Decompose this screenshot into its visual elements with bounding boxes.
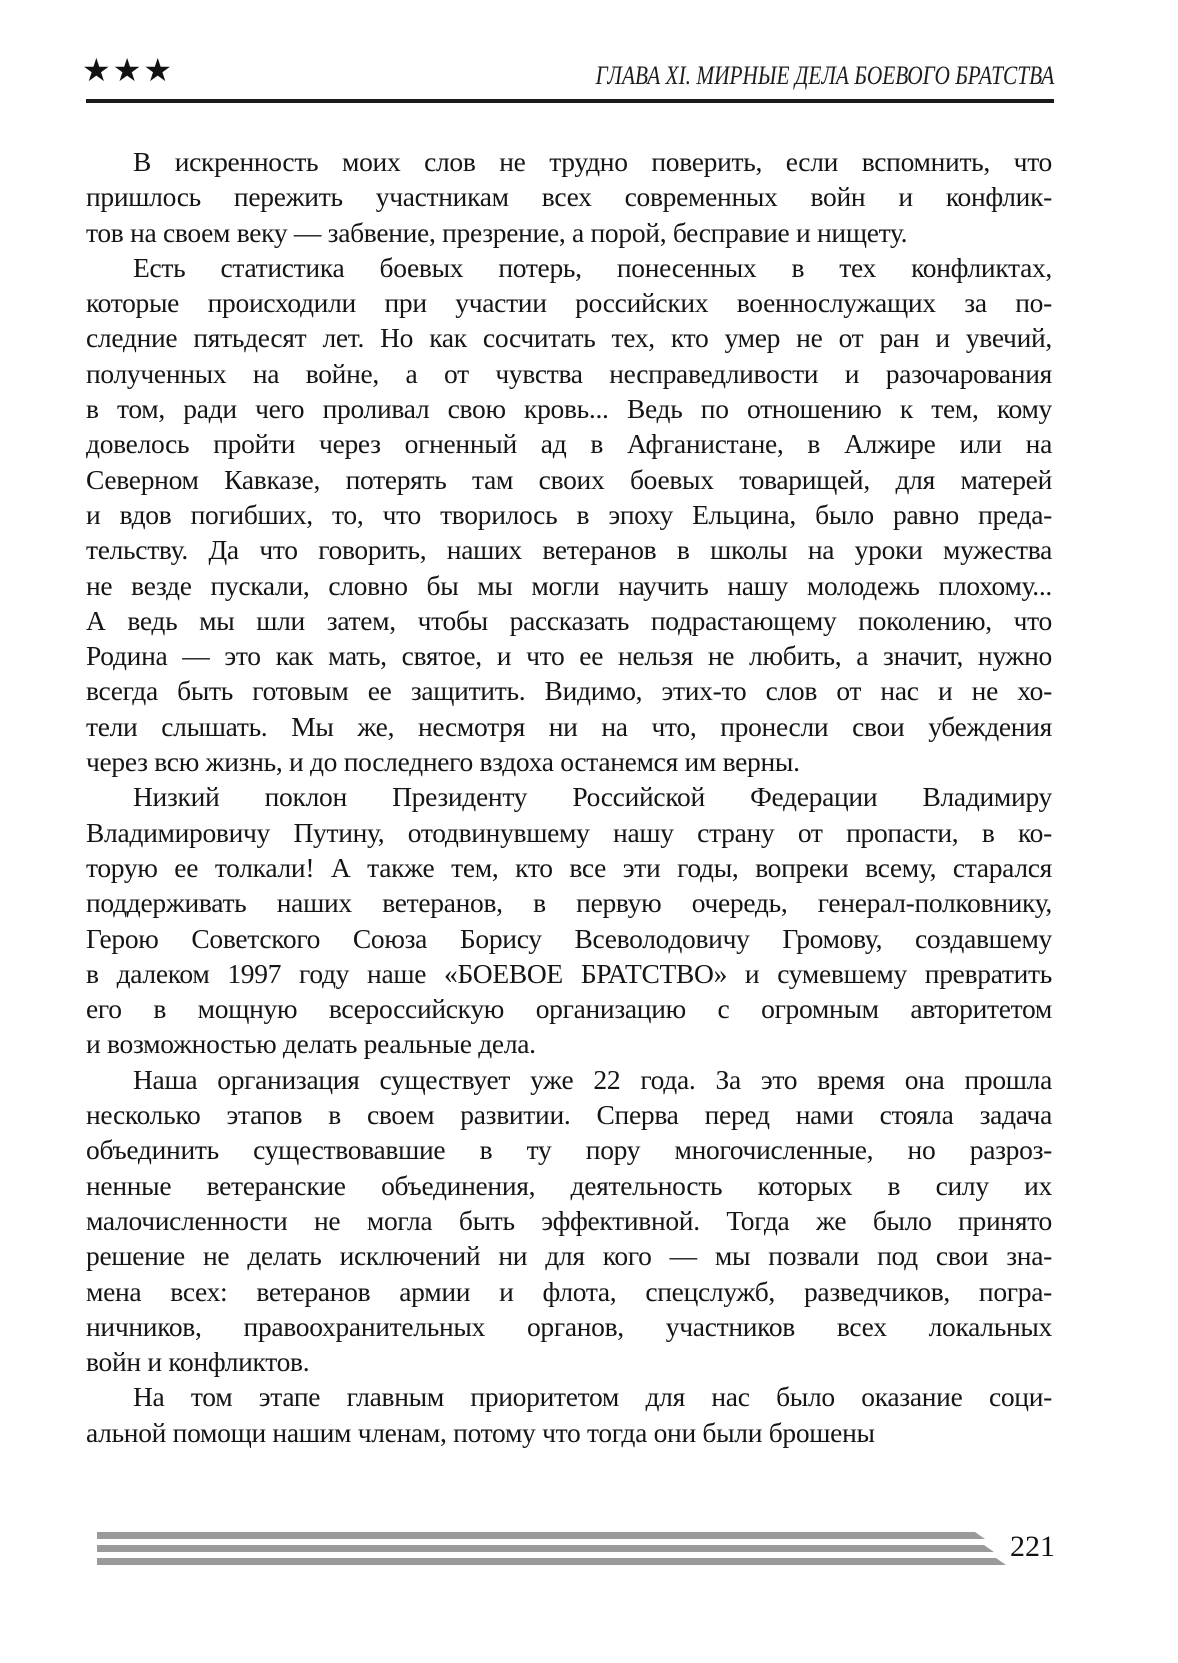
text-line: и вдов погибших, то, что творилось в эпоху Ельцина, было равно преда- — [86, 498, 1052, 530]
text-line: Наша организация существует уже 22 года. За это время она прошла — [133, 1063, 1052, 1095]
text-line: А ведь мы шли затем, чтобы рассказать подрастающему поколению, что — [86, 604, 1052, 636]
text-line: несколько этапов в своем развитии. Сперва перед нами стояла задача — [86, 1099, 1052, 1131]
text-line: Герою Советского Союза Борису Всеволодовичу Громову, создавшему — [86, 922, 1052, 954]
text-line: всегда быть готовым ее защитить. Видимо, этих-то слов от нас и не хо- — [86, 675, 1052, 707]
text-line: мена всех: ветеранов армии и флота, спецслужб, разведчиков, погра- — [86, 1275, 1052, 1307]
decoration-bar — [97, 1532, 985, 1539]
text-line: тов на своем веку — забвение, презрение, а порой, бесправие и нищету. — [86, 216, 908, 248]
text-line: следние пятьдесят лет. Но как сосчитать тех, кто умер не от ран и увечий, — [86, 322, 1052, 354]
paragraph — [86, 144, 1052, 250]
text-line: и возможностью делать реальные дела. — [86, 1028, 536, 1060]
text-line: не везде пускали, словно бы мы могли научить нашу молодежь плохому... — [86, 569, 1052, 601]
text-line: полученных на войне, а от чувства несправедливости и разочарования — [86, 357, 1052, 389]
paragraph — [86, 250, 1052, 779]
text-line: Северном Кавказе, потерять там своих боевых товарищей, для матерей — [86, 463, 1052, 495]
text-line: его в мощную всероссийскую организацию с огромным авторитетом — [86, 993, 1052, 1025]
text-line: малочисленности не могла быть эффективной. Тогда же было принято — [86, 1204, 1052, 1236]
text-line: Есть статистика боевых потерь, понесенных в тех конфликтах, — [133, 251, 1052, 283]
text-line: ничников, правоохранительных органов, участников всех локальных — [86, 1310, 1052, 1342]
text-line: Владимировичу Путину, отодвинувшему нашу страну от пропасти, в ко- — [86, 816, 1052, 848]
text-line: торую ее толкали! А также тем, кто все эти годы, вопреки всему, старался — [86, 851, 1052, 883]
text-line: войн и конфликтов. — [86, 1346, 310, 1378]
text-line: тели слышать. Мы же, несмотря ни на что, пронесли свои убеждения — [86, 710, 1052, 742]
text-line: Родина — это как мать, святое, и что ее нельзя не любить, а значит, нужно — [86, 640, 1052, 672]
paragraph — [86, 1062, 1052, 1380]
text-line: пришлось пережить участникам всех современных войн и конфлик- — [86, 181, 1052, 213]
text-line: поддерживать наших ветеранов, в первую очередь, генерал-полковнику, — [86, 887, 1052, 919]
decoration-bar — [97, 1558, 1006, 1565]
text-line: объединить существовавшие в ту пору многочисленные, но разроз- — [86, 1134, 1052, 1166]
text-line: На том этапе главным приоритетом для нас было оказание соци- — [133, 1381, 1052, 1413]
decoration-bar — [97, 1545, 994, 1552]
text-line: в том, ради чего проливал свою кровь... Ведь по отношению к тем, кому — [86, 393, 1052, 425]
text-line: В искренность моих слов не трудно поверить, если вспомнить, что — [133, 146, 1052, 177]
text-line: которые происходили при участии российских военнослужащих за по- — [86, 287, 1052, 319]
text-line: через всю жизнь, и до последнего вздоха останемся им верны. — [86, 746, 800, 778]
header-rule — [86, 99, 1054, 103]
paragraph — [86, 1379, 1052, 1450]
body-text — [86, 144, 1052, 1450]
paragraph — [86, 779, 1052, 1061]
text-line: в далеком 1997 году наше «БОЕВОЕ БРАТСТВО» и сумевшему превратить — [86, 957, 1052, 989]
text-line: тельству. Да что говорить, наших ветеранов в школы на уроки мужества — [86, 534, 1052, 566]
text-line: ненные ветеранские объединения, деятельность которых в силу их — [86, 1169, 1052, 1201]
text-line: альной помощи нашим членам, потому что тогда они были брошены — [86, 1416, 875, 1448]
text-line: Низкий поклон Президенту Российской Федерации Владимиру — [133, 781, 1052, 813]
page-number: 221 — [1010, 1530, 1055, 1563]
text-line: решение не делать исключений ни для кого — мы позвали под свои зна- — [86, 1240, 1052, 1272]
text-line: довелось пройти через огненный ад в Афганистане, в Алжире или на — [86, 428, 1052, 460]
chapter-title: ГЛАВА XI. МИРНЫЕ ДЕЛА БОЕВОГО БРАТСТВА — [595, 61, 1054, 90]
three-stars-icon: ★★★ — [82, 51, 175, 89]
